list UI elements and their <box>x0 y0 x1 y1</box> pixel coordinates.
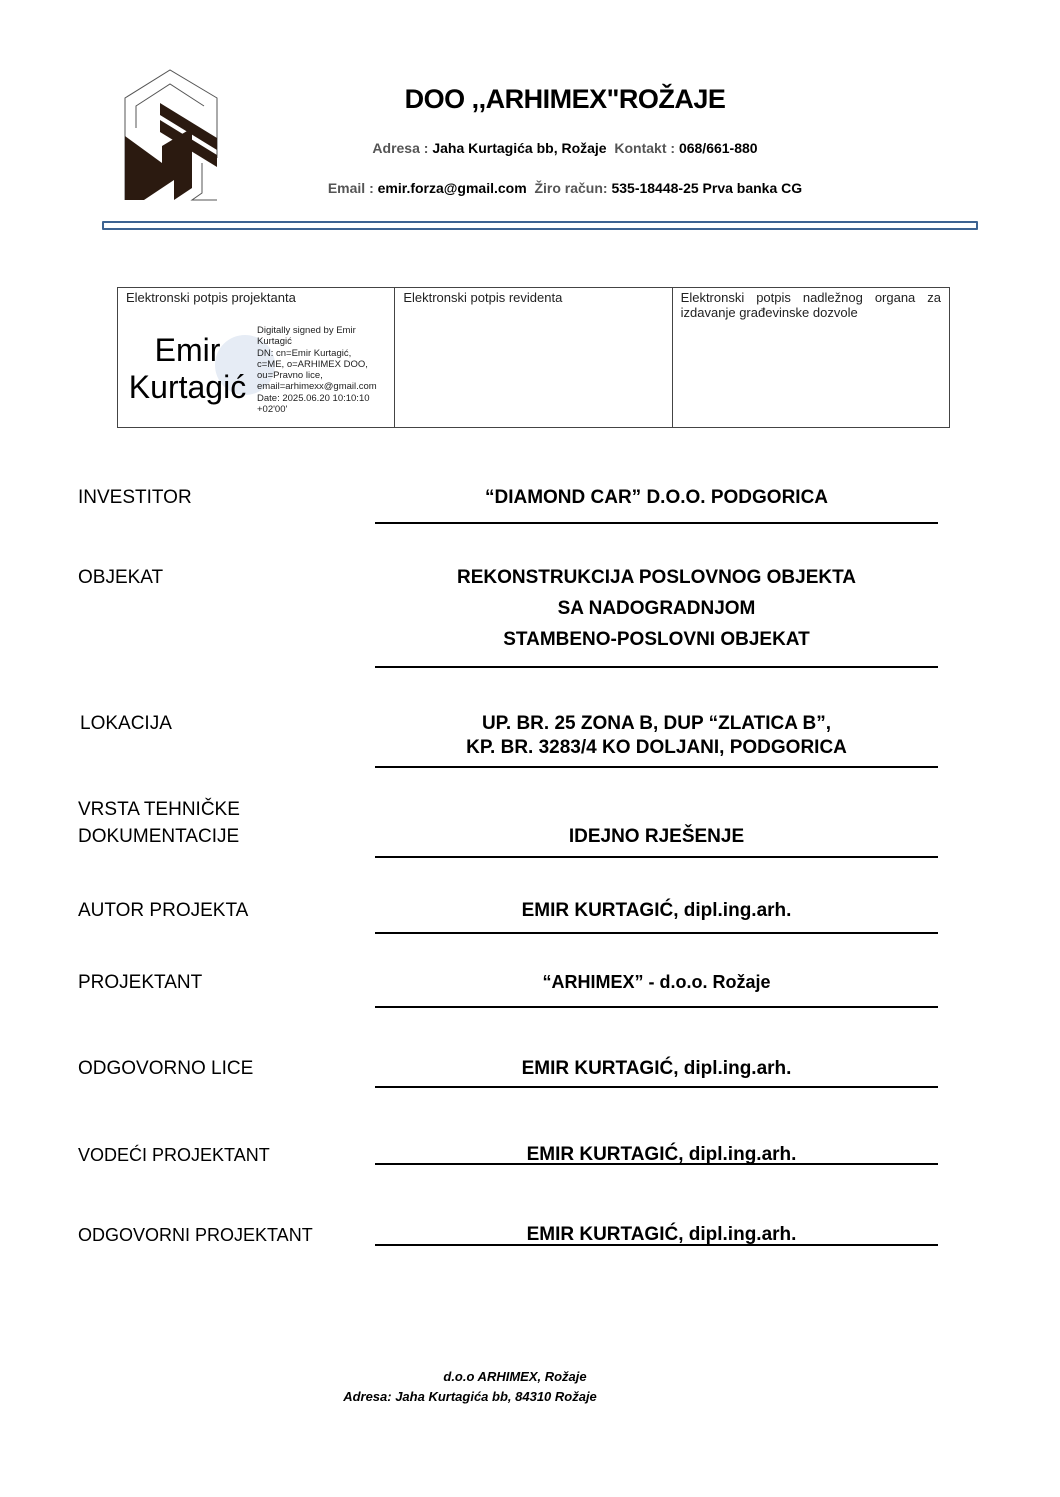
lead-designer-value: EMIR KURTAGIĆ, dipl.ing.arh. <box>526 1144 797 1165</box>
investor-underline <box>375 522 938 524</box>
lead-designer-label: VODEĆI PROJEKTANT <box>78 1145 270 1165</box>
location-value-line: KP. BR. 3283/4 KO DOLJANI, PODGORICA <box>466 737 847 758</box>
author-label: AUTOR PROJEKTA <box>78 900 249 921</box>
investor-value: “DIAMOND CAR” D.O.O. PODGORICA <box>484 487 829 508</box>
object-underline <box>375 666 938 668</box>
company-title: DOO ,,ARHIMEX"ROŽAJE <box>404 84 726 114</box>
signature-details <box>257 325 397 415</box>
reviewer-signature-cell <box>395 288 672 428</box>
location-underline <box>375 766 938 768</box>
header-divider <box>102 221 978 230</box>
signature-detail: c=ME, o=ARHIMEX DOO, <box>257 358 368 370</box>
signature-detail: +02'00' <box>257 404 288 416</box>
signature-detail: Date: 2025.06.20 10:10:10 <box>257 392 370 404</box>
signature-detail: Digitally signed by Emir <box>257 325 356 336</box>
responsible-person-underline <box>375 1086 938 1088</box>
contact-label: Kontakt : <box>614 140 676 156</box>
responsible-person-label: ODGOVORNO LICE <box>78 1058 254 1079</box>
doc-type-label-line: VRSTA TEHNIČKE <box>78 799 240 820</box>
doc-type-label-line: DOKUMENTACIJE <box>78 826 240 847</box>
responsible-designer-underline <box>375 1244 938 1246</box>
author-value: EMIR KURTAGIĆ, dipl.ing.arh. <box>521 900 792 921</box>
account-label: Žiro račun: <box>534 180 608 196</box>
responsible-person-value: EMIR KURTAGIĆ, dipl.ing.arh. <box>521 1058 792 1079</box>
designer-label: PROJEKTANT <box>78 972 203 993</box>
doc-type-underline <box>375 856 938 858</box>
address-label: Adresa : <box>372 140 429 156</box>
designer-signature-label: Elektronski potpis projektanta <box>126 290 296 305</box>
signature-detail: DN: cn=Emir Kurtagić, <box>257 347 352 359</box>
author-underline <box>375 932 938 934</box>
address-line <box>200 140 930 156</box>
reviewer-signature-label: Elektronski potpis revidenta <box>403 290 563 305</box>
contact-value: 068/661-880 <box>678 140 758 156</box>
lead-designer-underline <box>375 1163 938 1165</box>
signer-last-name: Kurtagić <box>128 369 247 405</box>
responsible-designer-label: ODGOVORNI PROJEKTANT <box>78 1225 313 1245</box>
email-value[interactable]: emir.forza@gmail.com <box>377 180 527 196</box>
designer-value: “ARHIMEX” - d.o.o. Rožaje <box>542 972 771 992</box>
object-value-line: STAMBENO-POSLOVNI OBJEKAT <box>503 629 810 650</box>
email-label: Email : <box>327 180 374 196</box>
signature-detail: ou=Pravno lice, <box>257 370 323 382</box>
email-line <box>200 180 930 196</box>
footer-address: Adresa: Jaha Kurtagića bb, 84310 Rožaje <box>343 1389 597 1404</box>
location-label: LOKACIJA <box>80 713 172 734</box>
object-label: OBJEKAT <box>78 567 164 588</box>
object-value-line: SA NADOGRADNJOM <box>557 598 756 619</box>
signature-detail: Kurtagić <box>257 336 292 348</box>
address-value: Jaha Kurtagića bb, Rožaje <box>432 140 607 156</box>
authority-signature-label: Elektronski potpis nadležnog organa za izdavanje građevinske dozvole <box>680 290 941 320</box>
responsible-designer-value: EMIR KURTAGIĆ, dipl.ing.arh. <box>526 1224 797 1245</box>
designer-underline <box>375 1006 938 1008</box>
object-value-line: REKONSTRUKCIJA POSLOVNOG OBJEKTA <box>456 567 857 588</box>
doc-type-value: IDEJNO RJEŠENJE <box>568 826 745 847</box>
investor-label: INVESTITOR <box>78 487 192 508</box>
authority-signature-cell <box>672 288 949 428</box>
signature-detail: email=arhimexx@gmail.com <box>257 381 377 393</box>
location-value-line: UP. BR. 25 ZONA B, DUP “ZLATICA B”, <box>481 713 832 734</box>
account-value: 535-18448-25 Prva banka CG <box>611 180 803 196</box>
digital-signature-name[interactable] <box>120 332 255 406</box>
footer-company: d.o.o ARHIMEX, Rožaje <box>443 1369 587 1384</box>
signer-first-name: Emir <box>154 332 221 368</box>
